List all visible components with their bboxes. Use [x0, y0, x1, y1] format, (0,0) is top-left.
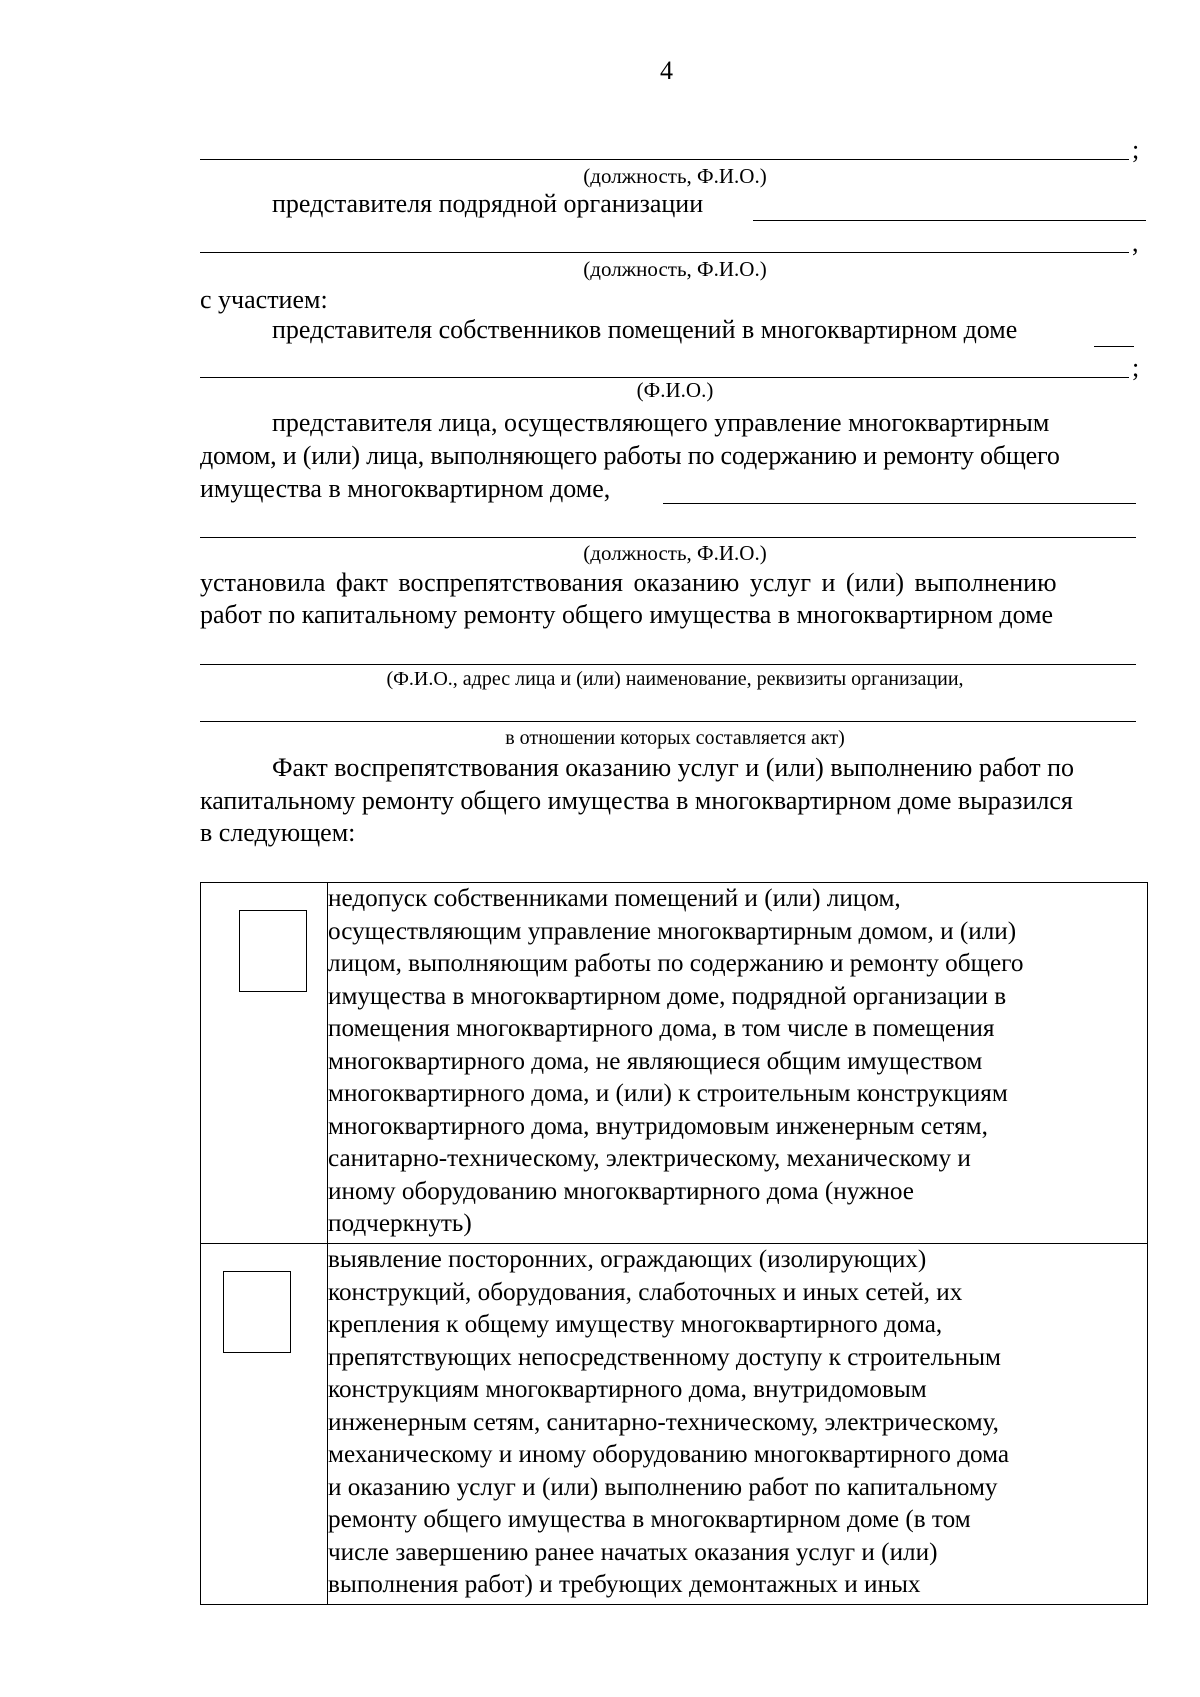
text-line: выполнения работ) и требующих демонтажных и иных [328, 1571, 921, 1598]
option-text-1 [328, 883, 1148, 1244]
option-row [201, 1244, 1148, 1605]
checkbox-cell [201, 1244, 328, 1605]
text-line: конструкций, оборудования, слаботочных и иных сетей, их [328, 1278, 963, 1306]
option-checkbox-1[interactable] [239, 910, 307, 992]
contractor-label: представителя подрядной организации [272, 189, 704, 218]
fill-line [753, 220, 1146, 221]
fill-line [200, 252, 1129, 253]
fill-line [663, 503, 1136, 504]
caption-position-name-2: (должность, Ф.И.О.) [583, 257, 767, 281]
option-row [201, 883, 1148, 1244]
manager-rep-line3: имущества в многоквартирном доме, [200, 474, 611, 503]
text-line: имущества в многоквартирном доме, подрядной организации в [328, 982, 1007, 1010]
manager-rep-caption: (должность, Ф.И.О.) [583, 541, 767, 565]
option-text-2 [328, 1244, 1148, 1605]
option-checkbox-2[interactable] [223, 1271, 291, 1353]
fill-line [200, 537, 1136, 538]
text-line: выявление посторонних, ограждающих (изолирующих) [328, 1246, 927, 1273]
fact-line2: капитальному ремонту общего имущества в многоквартирном доме выразился [200, 786, 1073, 815]
fill-line [200, 664, 1136, 665]
text-line: и оказанию услуг и (или) выполнению работ по капитальному [328, 1473, 998, 1501]
owners-rep-label: представителя собственников помещений в многоквартирном доме [272, 315, 1018, 344]
finding-caption2: в отношении которых составляется акт) [505, 727, 845, 749]
text-line: представителя лица, осуществляющего управление многоквартирным [272, 408, 1050, 437]
text-line: многоквартирного дома, и (или) к строительным конструкциям [328, 1080, 1008, 1107]
text-line: осуществляющим управление многоквартирным домом, и (или) [328, 917, 1017, 945]
text-line: иному оборудованию многоквартирного дома (нужное [328, 1177, 914, 1205]
text-line: недопуск собственниками помещений и (или) лицом, [328, 885, 901, 912]
fact-line1: Факт воспрепятствования оказанию услуг и (или) выполнению работ по [272, 753, 1075, 782]
text-line: препятствующих непосредственному доступу к строительным [328, 1343, 1001, 1371]
text-line: лицом, выполняющим работы по содержанию и ремонту общего [328, 950, 1024, 977]
text-line: помещения многоквартирного дома, в том числе в помещения [328, 1015, 995, 1042]
text-line: числе завершению ранее начатых оказания услуг и (или) [328, 1538, 938, 1566]
text-line: ремонту общего имущества в многоквартирном доме (в том [328, 1506, 971, 1533]
checkbox-cell [201, 883, 328, 1244]
finding-line1: установила факт воспрепятствования оказанию услуг и (или) выполнению [200, 568, 1057, 597]
manager-rep-line2: домом, и (или) лица, выполняющего работы по содержанию и ремонту общего [200, 441, 1060, 470]
caption-position-name: (должность, Ф.И.О.) [583, 164, 767, 188]
fill-line [200, 159, 1129, 160]
text-line: многоквартирного дома, не являющиеся общим имуществом [328, 1047, 983, 1075]
owners-rep-caption: (Ф.И.О.) [636, 378, 714, 402]
text-line: инженерным сетям, санитарно-техническому, электрическому, [328, 1408, 999, 1436]
finding-line2: работ по капитальному ремонту общего имущества в многоквартирном доме [200, 600, 1054, 629]
text-line: конструкциям многоквартирного дома, внутридомовым [328, 1376, 927, 1403]
text-line: подчеркнуть) [328, 1210, 472, 1237]
text-line: многоквартирного дома, внутридомовым инженерным сетям, [328, 1112, 988, 1140]
page-number: 4 [660, 56, 673, 85]
manager-rep-line1 [272, 408, 1150, 438]
text-line: крепления к общему имуществу многоквартирного дома, [328, 1311, 943, 1338]
finding-caption1: (Ф.И.О., адрес лица и (или) наименование, реквизиты организации, [386, 668, 964, 690]
participation-label: с участием: [200, 285, 328, 314]
fact-line3: в следующем: [200, 818, 356, 847]
punctuation: , [1132, 228, 1139, 257]
punctuation: ; [1132, 135, 1140, 164]
text-line: санитарно-техническому, электрическому, механическому и [328, 1145, 971, 1172]
text-line: механическому и иному оборудованию многоквартирного дома [328, 1441, 1010, 1468]
fill-line [1094, 346, 1134, 347]
punctuation: ; [1132, 353, 1140, 382]
options-table [200, 882, 1148, 1605]
fill-line [200, 721, 1136, 722]
